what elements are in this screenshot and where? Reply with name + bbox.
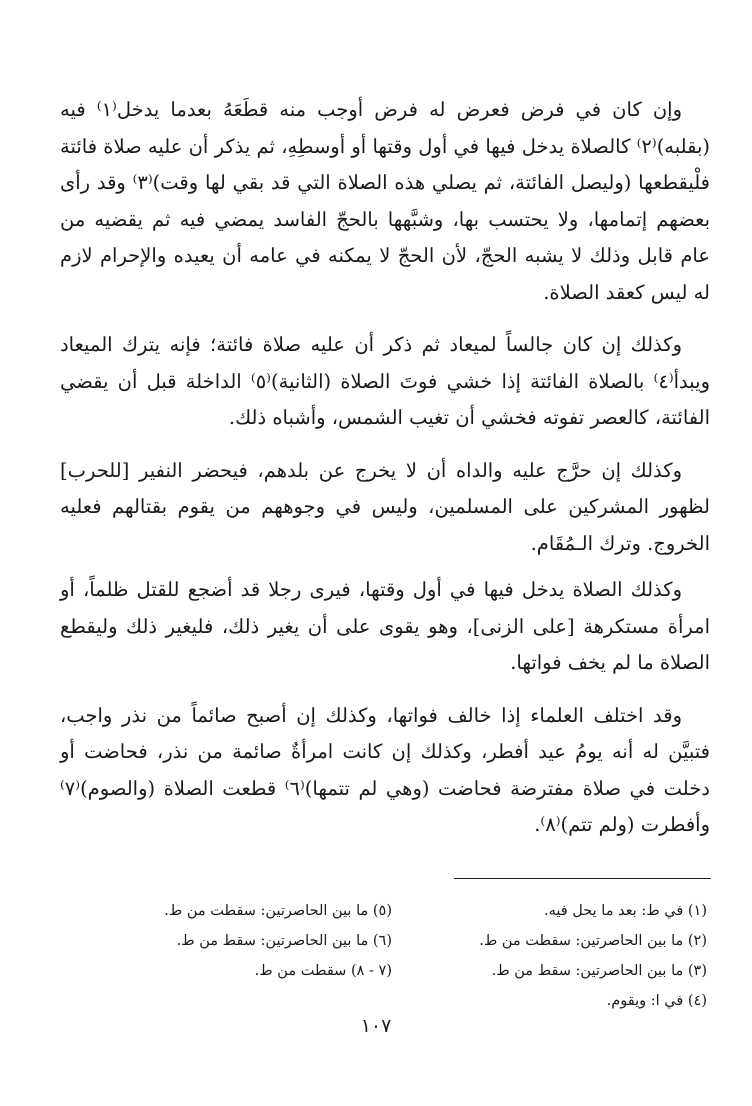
footnote-7-8: (٧ - ٨) سقطت من ط. bbox=[254, 963, 392, 979]
paragraph-3: وكذلك إن حرَّج عليه والداه أن لا يخرج عن بلدهم، فيحضر النفير [للحرب] لظهور المشركين على المسلمين، وليس في وجوههم من يقوم بقتالهم فعليه الخروج. وترك الـمُقَام. bbox=[60, 458, 710, 555]
footnote-4: (٤) في ا: ويقوم. bbox=[606, 993, 707, 1009]
footnote-3: (٣) ما بين الحاصرتين: سقط من ط. bbox=[491, 963, 707, 979]
footnote-6: (٦) ما بين الحاصرتين: سقط من ط. bbox=[176, 933, 392, 949]
page-number: ١٠٧ bbox=[360, 1015, 392, 1037]
paragraph-4: وكذلك الصلاة يدخل فيها في أول وقتها، فيرى رجلا قد أضجع للقتل ظلماً، أو امرأة مستكرهة [على الزنى]، وهو يقوى على أن يغير ذلك، فليغير ذلك وليقطع الصلاة ما لم يخف فواتها. bbox=[60, 578, 710, 674]
paragraph-2: وكذلك إن كان جالساً لميعاد ثم ذكر أن عليه صلاة فائتة؛ فإنه يترك الميعاد ويبدأ⁽٤⁾ بالصلاة الفائتة إذا خشي فوتَ الصلاة (الثانية)⁽٥⁾ الداخلة قبل أن يقضي الفائتة، كالعصر تفوته فخشي أن تغيب الشمس، وأشباه ذلك. bbox=[60, 333, 710, 429]
paragraph-1: وإن كان في فرض فعرض له فرض أوجب منه قطَعَهُ بعدما يدخل⁽١⁾ فيه (بقلبه)⁽٢⁾ كالصلاة يدخل فيها في أول وقتها أو أوسطِهِ، ثم يذكر أن عليه صلاة فائتة فلْيقطعها (وليصل الفائتة، ثم يصلي هذه الصلاة التي قد بقي لها وقت)⁽٣⁾ وقد رأى بعضهم إتمامها، ولا يحتسب بها، وشبَّهها بالحجّ الفاسد يمضي فيه ثم يقضيه من عام قابل وذلك لا يشبه الحجّ، لأن الحجّ لا يمكنه في عامه أن يعيده والإحرام لازم له ليس كعقد الصلاة. bbox=[60, 98, 710, 304]
footnotes-right-column bbox=[417, 896, 707, 1016]
main-text bbox=[60, 92, 710, 860]
footnote-separator bbox=[454, 878, 711, 879]
footnotes-left-column bbox=[152, 896, 392, 986]
footnote-1: (١) في ط: بعد ما يحل فيه. bbox=[544, 903, 707, 919]
paragraph-5: وقد اختلف العلماء إذا خالف فواتها، وكذلك إن أصبح صائماً من نذر واجب، فتبيَّن له أنه يومُ عيد أفطر، وكذلك إن كانت امرأةٌ صائمة من نذر، فحاضت أو دخلت في صلاة مفترضة فحاضت (وهي لم تتمها)⁽٦⁾ قطعت الصلاة (والصوم)⁽٧⁾ وأفطرت (ولم تتم)⁽٨⁾. bbox=[60, 703, 710, 836]
footnote-5: (٥) ما بين الحاصرتين: سقطت من ط. bbox=[164, 903, 392, 919]
footnote-2: (٢) ما بين الحاصرتين: سقطت من ط. bbox=[479, 933, 707, 949]
